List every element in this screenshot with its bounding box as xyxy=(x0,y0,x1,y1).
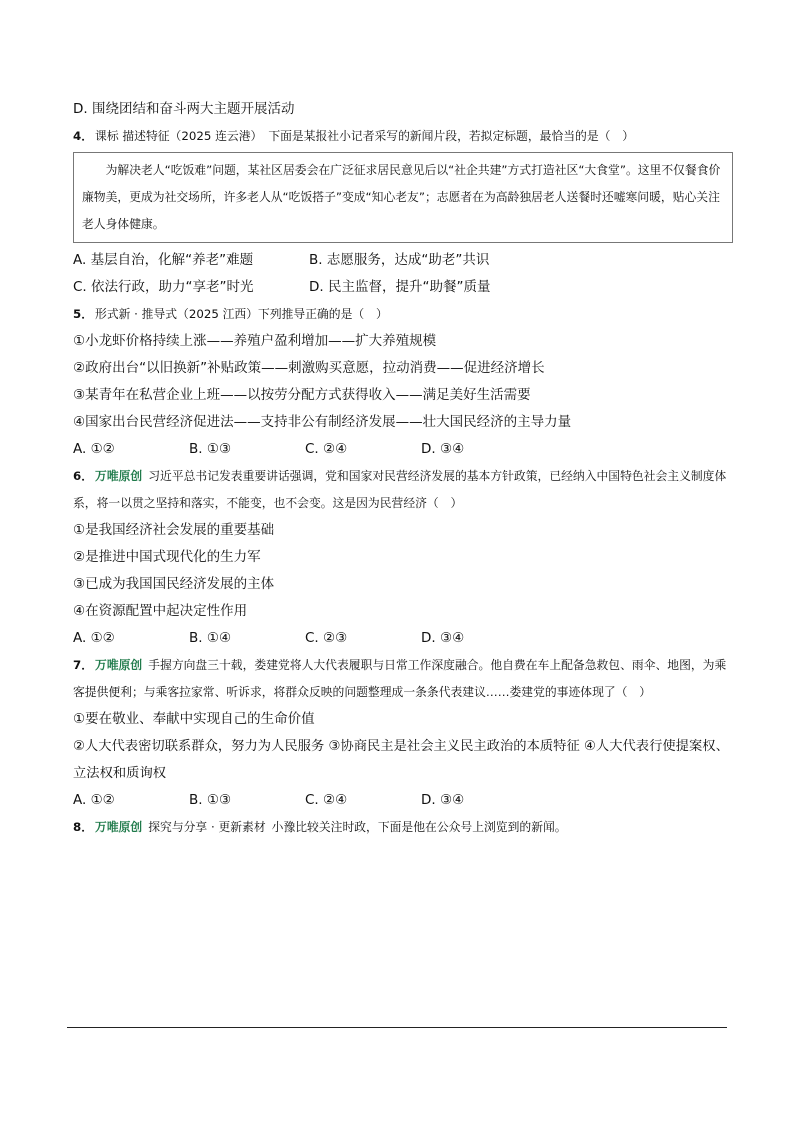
q5-number: 5． xyxy=(73,307,94,321)
q6-number: 6． xyxy=(73,469,94,483)
q7-item-2-3-4: ②人大代表密切联系群众，努力为人民服务 ③协商民主是社会主义民主政治的本质特征 ④人大代表行使提案权、立法权和质询权 xyxy=(73,739,729,781)
q6-item-1: ①是我国经济社会发展的重要基础 xyxy=(73,522,275,538)
q4-question: 下面是某报社小记者采写的新闻片段，若拟定标题，最恰当的是（ ） xyxy=(268,129,635,143)
q6-option-b: B. ①④ xyxy=(189,630,232,646)
q4-stem xyxy=(73,123,733,150)
q7-number: 7． xyxy=(73,658,94,672)
q4-option-c: C. 依法行政，助力“享老”时光 xyxy=(73,279,254,295)
q4-tag: 课标 描述特征（2025 连云港） xyxy=(95,129,263,143)
q4-options-row-1 xyxy=(73,247,733,274)
q6-option-c: C. ②③ xyxy=(305,630,348,646)
q7-option-a: A. ①② xyxy=(73,792,115,808)
q6-item-2: ②是推进中国式现代化的生力军 xyxy=(73,549,261,565)
q3-option-d: D. 围绕团结和奋斗两大主题开展活动 xyxy=(73,101,295,117)
q6-stem xyxy=(73,463,733,517)
q7-option-c: C. ②④ xyxy=(305,792,348,808)
q7-question: 手握方向盘三十载，娄建党将人大代表履职与日常工作深度融合。他自费在车上配备急救包、雨伞、地图，为乘客提供便利；与乘客拉家常、听诉求，将群众反映的问题整理成一条条代表建议……娄建党的事迹体现了（ ） xyxy=(73,658,727,699)
q5-item-2: ②政府出台“以旧换新”补贴政策——刺激购买意愿，拉动消费——促进经济增长 xyxy=(73,360,545,376)
q6-brand-label: 万唯原创 xyxy=(95,469,143,483)
q5-option-d: D. ③④ xyxy=(421,441,465,457)
q5-options xyxy=(73,436,733,463)
q5-stem xyxy=(73,301,733,328)
q5-item-3: ③某青年在私营企业上班——以按劳分配方式获得收入——满足美好生活需要 xyxy=(73,387,531,403)
exam-page xyxy=(73,96,733,841)
q7-brand-label: 万唯原创 xyxy=(95,658,143,672)
q5-tag: 形式新 · 推导式（2025 江西） xyxy=(95,307,259,321)
q7-stem xyxy=(73,652,733,706)
q8-stem xyxy=(73,814,733,841)
q4-option-d: D. 民主监督，提升“助餐”质量 xyxy=(309,279,491,295)
q8-brand-label: 万唯原创 xyxy=(95,820,143,834)
q8-number: 8． xyxy=(73,820,94,834)
q7-option-d: D. ③④ xyxy=(421,792,465,808)
q6-options xyxy=(73,625,733,652)
q6-option-d: D. ③④ xyxy=(421,630,465,646)
q5-question: 下列推导正确的是（ ） xyxy=(258,307,388,321)
q4-option-a: A. 基层自治，化解“养老”难题 xyxy=(73,252,254,268)
q6-item-4: ④在资源配置中起决定性作用 xyxy=(73,603,248,619)
q4-news-passage: 为解决老人“吃饭难”问题，某社区居委会在广泛征求居民意见后以“社企共建”方式打造社区“大食堂”。这里不仅餐食价廉物美，更成为社交场所，许多老人从“吃饭搭子”变成“知心老友”；志愿者在为高龄独居老人送餐时还嘘寒问暖，贴心关注老人身体健康。 xyxy=(73,152,733,243)
q5-option-b: B. ①③ xyxy=(189,441,232,457)
q5-option-a: A. ①② xyxy=(73,441,115,457)
q6-question: 习近平总书记发表重要讲话强调，党和国家对民营经济发展的基本方针政策，已经纳入中国特色社会主义制度体系，将一以贯之坚持和落实，不能变，也不会变。这是因为民营经济（ ） xyxy=(73,469,727,510)
q5-item-4: ④国家出台民营经济促进法——支持非公有制经济发展——壮大国民经济的主导力量 xyxy=(73,414,572,430)
q7-option-b: B. ①③ xyxy=(189,792,232,808)
q8-question: 小豫比较关注时政，下面是他在公众号上浏览到的新闻。 xyxy=(271,820,567,834)
q4-option-b: B. 志愿服务，达成“助老”共识 xyxy=(309,252,490,268)
q4-options-row-2 xyxy=(73,274,733,301)
footer-divider xyxy=(67,1027,727,1028)
q7-item-1: ①要在敬业、奉献中实现自己的生命价值 xyxy=(73,711,315,727)
q6-item-3: ③已成为我国国民经济发展的主体 xyxy=(73,576,275,592)
q4-number: 4． xyxy=(73,129,94,143)
q8-tag: 探究与分享 · 更新素材 xyxy=(148,820,266,834)
q5-item-1: ①小龙虾价格持续上涨——养殖户盈利增加——扩大养殖规模 xyxy=(73,333,437,349)
q6-option-a: A. ①② xyxy=(73,630,115,646)
q7-options xyxy=(73,787,733,814)
q5-option-c: C. ②④ xyxy=(305,441,348,457)
